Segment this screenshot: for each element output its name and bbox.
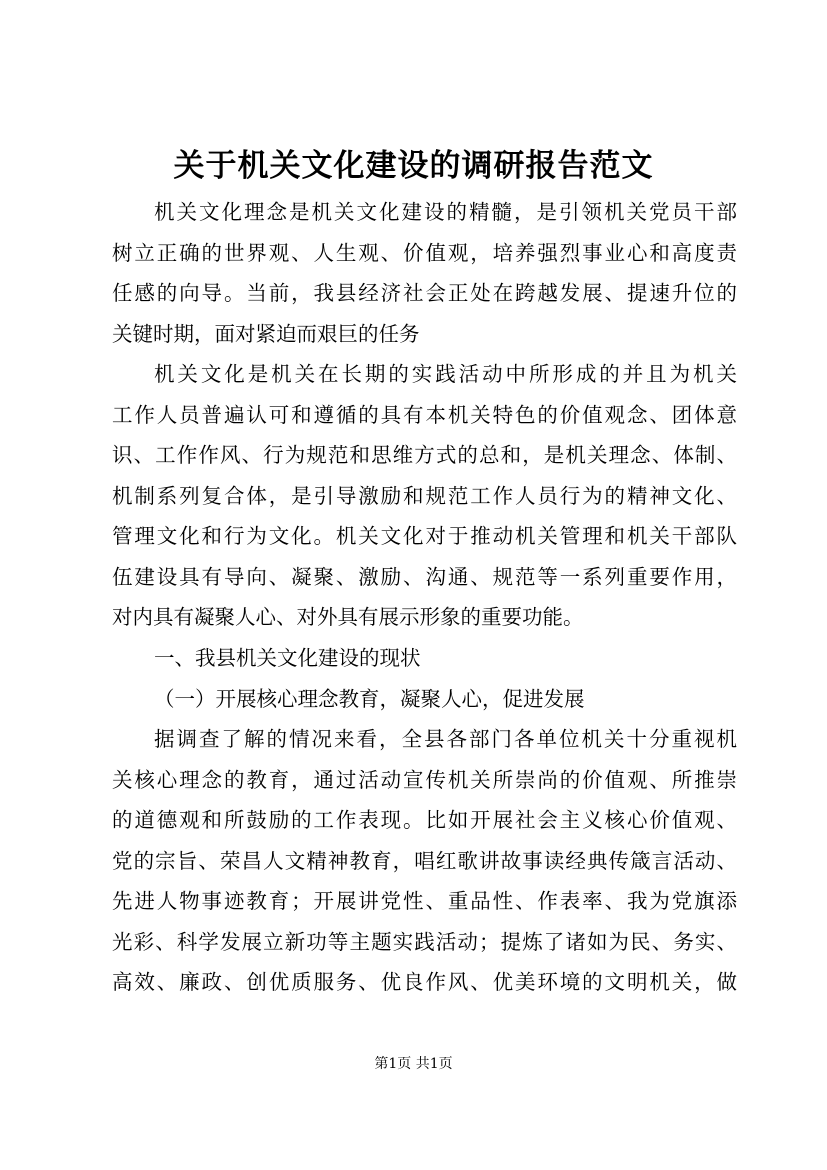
- subsection-heading: （一）开展核心理念教育，凝聚人心，促进发展: [154, 686, 585, 711]
- page-footer: 第1页 共1页: [374, 1056, 453, 1072]
- paragraph-line: 先进人物事迹教育；开展讲党性、重品性、作表率、我为党旗添: [112, 889, 737, 914]
- paragraph-line: 对内具有凝聚人心、对外具有展示形象的重要功能。: [112, 605, 584, 630]
- paragraph-line: 党的宗旨、荣昌人文精神教育，唱红歌讲故事读经典传箴言活动、: [112, 848, 737, 873]
- paragraph-line: 机关文化理念是机关文化建设的精髓，是引领机关党员干部: [154, 200, 737, 224]
- paragraph-line: 据调查了解的情况来看，全县各部门各单位机关十分重视机: [154, 727, 737, 752]
- paragraph-line: 关键时期，面对紧迫而艰巨的任务: [112, 321, 420, 346]
- section-heading: 一、我县机关文化建设的现状: [154, 646, 421, 671]
- paragraph-line: 管理文化和行为文化。机关文化对于推动机关管理和机关干部队: [112, 524, 737, 549]
- paragraph-line: 工作人员普遍认可和遵循的具有本机关特色的价值观念、团体意: [112, 402, 737, 427]
- document-title: 关于机关文化建设的调研报告范文: [173, 148, 654, 184]
- paragraph-line: 伍建设具有导向、凝聚、激励、沟通、规范等一系列重要作用，: [112, 564, 737, 589]
- paragraph-line: 树立正确的世界观、人生观、价值观，培养强烈事业心和高度责: [112, 240, 737, 265]
- paragraph-line: 高效、廉政、创优质服务、优良作风、优美环境的文明机关，做: [112, 970, 737, 995]
- paragraph-line: 任感的向导。当前，我县经济社会正处在跨越发展、提速升位的: [112, 281, 737, 306]
- document-body: [112, 192, 737, 1003]
- paragraph-line: 机关文化是机关在长期的实践活动中所形成的并且为机关: [154, 362, 737, 387]
- paragraph-line: 识、工作作风、行为规范和思维方式的总和，是机关理念、体制、: [112, 443, 737, 468]
- paragraph-line: 光彩、科学发展立新功等主题实践活动；提炼了诸如为民、务实、: [112, 929, 737, 954]
- paragraph-line: 关核心理念的教育，通过活动宣传机关所崇尚的价值观、所推崇: [112, 767, 737, 792]
- paragraph-line: 的道德观和所鼓励的工作表现。比如开展社会主义核心价值观、: [112, 808, 737, 833]
- paragraph-line: 机制系列复合体，是引导激励和规范工作人员行为的精神文化、: [112, 483, 737, 508]
